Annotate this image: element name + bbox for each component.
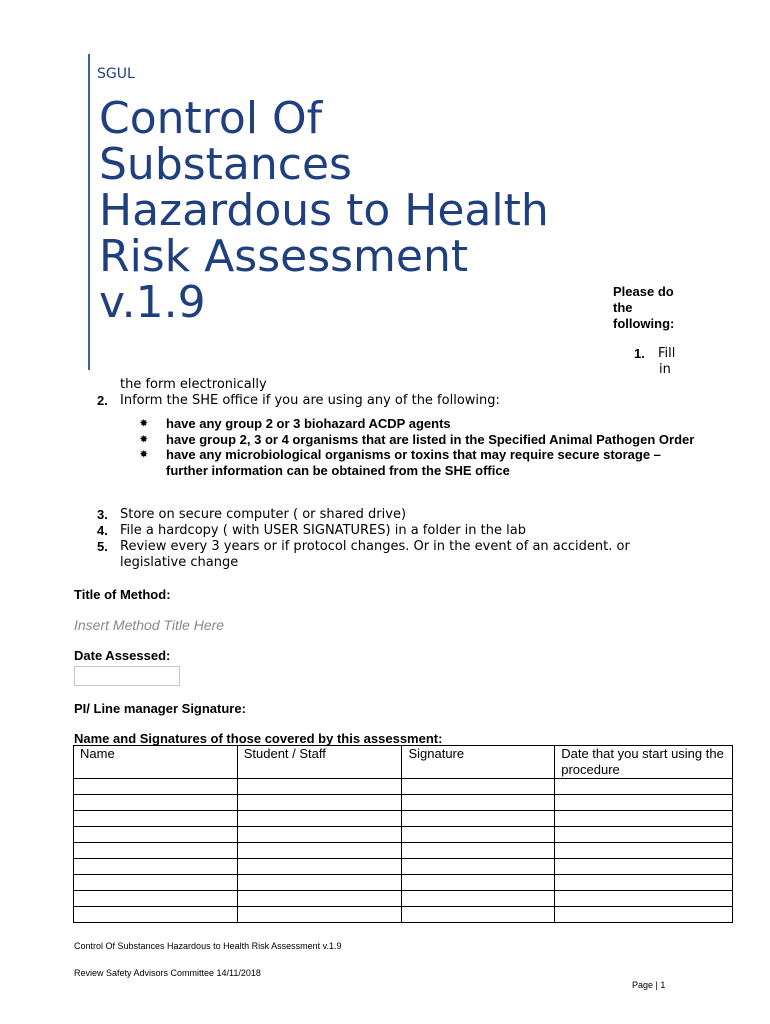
column-header: Name (74, 746, 238, 779)
table-cell[interactable] (237, 907, 402, 923)
instructions-heading (613, 284, 693, 332)
table-cell[interactable] (555, 875, 733, 891)
bullet-icon: ✸ (140, 449, 148, 459)
step-3 (97, 507, 697, 523)
step-word: in (659, 362, 671, 377)
column-header: Date that you start using the procedure (555, 746, 733, 779)
table-cell[interactable] (237, 891, 402, 907)
title-line: v.1.9 (99, 277, 206, 328)
table-cell[interactable] (74, 891, 238, 907)
step-1-continuation: the form electronically (120, 377, 267, 392)
date-assessed-label: Date Assessed: (74, 648, 171, 663)
step-number: 5. (97, 539, 108, 554)
table-cell[interactable] (402, 779, 555, 795)
table-cell[interactable] (74, 875, 238, 891)
table-cell[interactable] (74, 859, 238, 875)
bullet-item (140, 447, 700, 478)
bullet-icon: ✸ (140, 433, 148, 444)
table-cell[interactable] (555, 811, 733, 827)
table-cell[interactable] (74, 779, 238, 795)
page-number: Page | 1 (632, 980, 666, 990)
table-cell[interactable] (402, 795, 555, 811)
table-row (74, 827, 733, 843)
signature-table (73, 745, 733, 923)
table-cell[interactable] (555, 843, 733, 859)
table-cell[interactable] (74, 795, 238, 811)
bullet-list (140, 416, 700, 478)
table-row (74, 811, 733, 827)
step-text: File a hardcopy ( with USER SIGNATURES) in a folder in the lab (120, 523, 526, 538)
title-of-method-label: Title of Method: (74, 587, 171, 602)
title-line: Hazardous to Health (99, 185, 549, 236)
table-cell[interactable] (237, 859, 402, 875)
steps-3-to-5 (97, 507, 697, 571)
title-line: Risk Assessment (99, 231, 469, 282)
table-cell[interactable] (402, 891, 555, 907)
step-number: 4. (97, 523, 108, 538)
table-cell[interactable] (402, 859, 555, 875)
bullet-text: have any group 2 or 3 biohazard ACDP agents (166, 416, 451, 431)
org-name: SGUL (97, 66, 135, 82)
step-text: Review every 3 years or if protocol changes. Or in the event of an accident. or legislative change (120, 539, 630, 570)
table-row (74, 859, 733, 875)
table-cell[interactable] (555, 827, 733, 843)
heading-line: Please do (613, 284, 674, 299)
date-assessed-field[interactable] (74, 666, 180, 686)
table-cell[interactable] (237, 843, 402, 859)
table-cell[interactable] (555, 891, 733, 907)
cover-accent-bar (88, 54, 90, 370)
bullet-text: have any microbiological organisms or toxins that may require secure storage – further information can be obtained from the SHE office (166, 447, 661, 478)
table-cell[interactable] (555, 795, 733, 811)
step-number: 2. (97, 393, 108, 408)
footer-document-title: Control Of Substances Hazardous to Health Risk Assessment v.1.9 (74, 941, 342, 951)
step-5 (97, 539, 697, 571)
pi-signature-label: PI/ Line manager Signature: (74, 701, 246, 716)
table-row (74, 843, 733, 859)
table-cell[interactable] (402, 811, 555, 827)
step-1 (634, 346, 684, 378)
step-number: 3. (97, 507, 108, 522)
step-4 (97, 523, 697, 539)
table-cell[interactable] (555, 907, 733, 923)
table-header-row (74, 746, 733, 779)
method-title-field[interactable]: Insert Method Title Here (74, 617, 225, 633)
step-word: Fill (658, 346, 676, 361)
step-number: 1. (634, 346, 645, 361)
table-cell[interactable] (555, 859, 733, 875)
step-text: Inform the SHE office if you are using any of the following: (120, 393, 500, 408)
table-row (74, 891, 733, 907)
heading-line: following: (613, 316, 675, 331)
table-cell[interactable] (402, 827, 555, 843)
table-row (74, 795, 733, 811)
bullet-icon: ✸ (140, 418, 148, 428)
table-row (74, 907, 733, 923)
table-cell[interactable] (74, 907, 238, 923)
table-cell[interactable] (237, 779, 402, 795)
table-row (74, 875, 733, 891)
table-row (74, 779, 733, 795)
heading-line: the (613, 300, 633, 315)
table-cell[interactable] (555, 779, 733, 795)
table-cell[interactable] (237, 795, 402, 811)
table-cell[interactable] (402, 843, 555, 859)
bullet-item (140, 416, 700, 432)
bullet-text: have group 2, 3 or 4 organisms that are listed in the Specified Animal Pathogen Order (166, 431, 695, 447)
column-header: Signature (402, 746, 555, 779)
table-cell[interactable] (237, 875, 402, 891)
table-cell[interactable] (74, 811, 238, 827)
table-cell[interactable] (237, 811, 402, 827)
table-body (74, 779, 733, 923)
table-cell[interactable] (74, 843, 238, 859)
names-signatures-label: Name and Signatures of those covered by this assessment: (74, 731, 443, 746)
footer-review-note: Review Safety Advisors Committee 14/11/2018 (74, 968, 261, 978)
step-text (658, 346, 684, 378)
step-2 (97, 393, 657, 409)
step-text: Store on secure computer ( or shared drive) (120, 507, 407, 522)
table-cell[interactable] (402, 875, 555, 891)
title-line: Substances (99, 139, 352, 190)
bullet-item (140, 432, 700, 448)
table-cell[interactable] (237, 827, 402, 843)
document-title (99, 93, 599, 328)
table-cell[interactable] (402, 907, 555, 923)
table-cell[interactable] (74, 827, 238, 843)
title-line: Control Of (99, 93, 323, 144)
column-header: Student / Staff (237, 746, 402, 779)
